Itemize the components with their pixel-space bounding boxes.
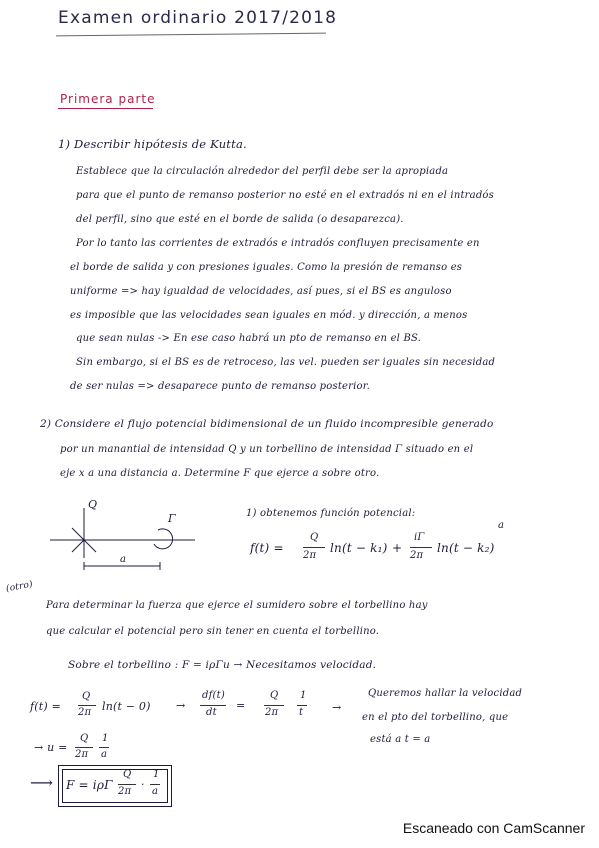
deriv-lhs: f(t) = — [30, 700, 61, 713]
q1-line: Establece que la circulación alrededor del perfil debe ser la apropiada — [76, 166, 449, 177]
q1-line: Sin embargo, si el BS es de retroceso, las vel. pueden ser iguales sin necesidad — [76, 357, 496, 368]
potential-super-a: a — [498, 520, 505, 531]
scanner-watermark: Escaneado con CamScanner — [402, 820, 585, 836]
result-num: Q — [123, 769, 132, 780]
result-num2: 1 — [153, 769, 160, 780]
deriv-lhs-den: 2π — [78, 707, 92, 718]
q1-line: que sean nulas -> En ese caso habrá un pto de remanso en el BS. — [76, 333, 422, 344]
q1-line: del perfil, sino que esté en el borde de salida (o desaparezca). — [76, 214, 404, 225]
q1-line: uniforme => hay igualdad de velocidades, así pues, si el BS es anguloso — [70, 286, 452, 297]
potential-t1-num: Q — [310, 532, 319, 543]
potential-t1-den: 2π — [303, 550, 317, 561]
result-den2: a — [152, 786, 159, 797]
fraction-bar — [200, 705, 226, 706]
potential-t1-rest: ln(t − k₁) — [330, 541, 388, 555]
fraction-bar — [264, 705, 284, 706]
vortex-label: Γ — [168, 512, 176, 525]
q2-paragraph-line: Para determinar la fuerza que ejerce el sumidero sobre el torbellino hay — [46, 600, 428, 611]
deriv-d-den: dt — [206, 707, 217, 718]
result-arrow: ⟶ — [30, 773, 54, 792]
deriv-d-num: df(t) — [202, 690, 225, 701]
deriv-r2-den: t — [299, 707, 304, 718]
result-text: F = iρΓ — [66, 778, 113, 792]
q1-line: de ser nulas => desaparece punto de remanso posterior. — [70, 381, 371, 392]
deriv-lhs-num: Q — [82, 691, 91, 702]
fraction-bar — [297, 705, 307, 706]
u-den2: a — [101, 749, 108, 760]
step-1-text: 1) obtenemos función potencial: — [246, 508, 416, 519]
force-line: Sobre el torbellino : F = iρΓu → Necesitamos velocidad. — [68, 659, 377, 671]
note-line: está a t = a — [370, 734, 431, 745]
u-num2: 1 — [102, 733, 109, 744]
source-ray — [84, 540, 96, 552]
fraction-bar — [150, 784, 160, 785]
fraction-bar — [78, 705, 96, 706]
part-heading: Primera parte — [60, 92, 156, 106]
source-ray — [72, 540, 84, 552]
note-line: en el pto del torbellino, que — [362, 712, 509, 723]
q1-line: para que el punto de remanso posterior no esté en el extradós ni en el intradós — [76, 190, 494, 201]
q2-heading-line: eje x a una distancia a. Determine F que ejerce a sobre otro. — [60, 468, 380, 479]
fraction-bar — [75, 747, 93, 748]
part-underline — [58, 108, 153, 109]
q2-heading-line: por un manantial de intensidad Q y un torbellino de intensidad Γ situado en el — [60, 444, 474, 455]
note-line: Queremos hallar la velocidad — [368, 688, 523, 699]
u-lhs: → u = — [34, 741, 68, 754]
fraction-bar — [99, 747, 109, 748]
potential-t2-den: 2π — [410, 550, 424, 561]
potential-lhs: f(t) = — [250, 541, 284, 555]
q1-line: es imposible que las velocidades sean iguales en mód. y dirección, a menos — [70, 310, 468, 321]
deriv-r2-num: 1 — [300, 690, 307, 701]
u-den: 2π — [75, 749, 89, 760]
deriv-eq: = — [236, 699, 246, 712]
potential-t2-num: iΓ — [414, 532, 425, 543]
q2-paragraph-line: que calcular el potencial pero sin tener en cuenta el torbellino. — [46, 626, 380, 637]
source-label: Q — [88, 498, 98, 511]
question-2-heading: 2) Considere el flujo potencial bidimensional de un fluido incompresible generado — [40, 418, 494, 430]
vortex-arc — [154, 529, 173, 549]
deriv-r-num: Q — [270, 690, 279, 701]
result-dot: · — [141, 778, 145, 791]
title-underline — [56, 33, 326, 37]
fraction-bar — [410, 547, 432, 548]
margin-note: (otro) — [5, 579, 34, 595]
distance-label: a — [120, 554, 126, 565]
question-1-heading: 1) Describir hipótesis de Kutta. — [58, 137, 247, 151]
potential-plus: + — [392, 541, 403, 555]
u-num: Q — [80, 733, 89, 744]
q1-line: el borde de salida y con presiones iguales. Como la presión de remanso es — [70, 262, 463, 273]
arrow: → — [332, 701, 342, 714]
potential-t2-rest: ln(t − k₂) — [437, 541, 495, 555]
arrow: → — [176, 699, 186, 712]
deriv-r-den: 2π — [265, 707, 279, 718]
deriv-lhs-rest: ln(t − 0) — [102, 700, 151, 713]
fraction-bar — [118, 784, 136, 785]
source-ray — [72, 528, 84, 540]
source-vortex-diagram — [50, 496, 200, 576]
q1-line: Por lo tanto las corrientes de extradós e intradós confluyen precisamente en — [76, 238, 480, 249]
result-den: 2π — [118, 786, 132, 797]
exam-title: Examen ordinario 2017/2018 — [58, 8, 338, 28]
fraction-bar — [303, 547, 325, 548]
